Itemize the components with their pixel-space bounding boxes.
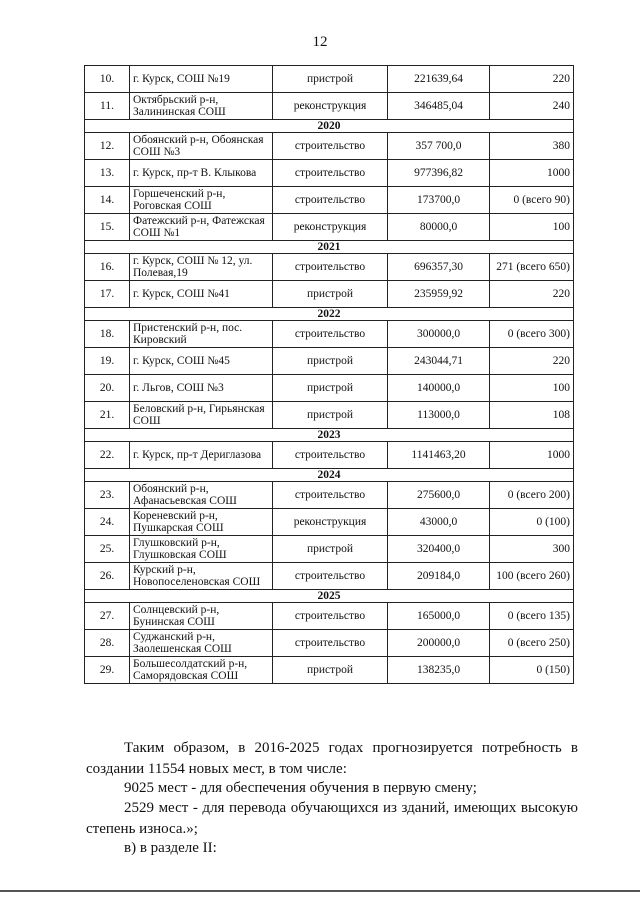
row-number: 20. [85, 375, 130, 402]
work-type: пристрой [273, 281, 388, 308]
year-label: 2021 [85, 241, 574, 254]
year-header-row [85, 469, 574, 482]
places-count: 0 (всего 135) [490, 603, 574, 630]
table-row [85, 66, 574, 93]
table-row [85, 536, 574, 563]
school-name: г. Курск, пр-т В. Клыкова [130, 160, 273, 187]
schools-construction-table [84, 65, 574, 684]
work-type: пристрой [273, 536, 388, 563]
table-row [85, 657, 574, 684]
table-row [85, 187, 574, 214]
table-row [85, 281, 574, 308]
year-label: 2020 [85, 120, 574, 133]
table-row [85, 482, 574, 509]
table-row [85, 563, 574, 590]
cost-value: 209184,0 [388, 563, 490, 590]
work-type: строительство [273, 442, 388, 469]
row-number: 24. [85, 509, 130, 536]
school-name: Беловский р-н, Гирьянская СОШ [130, 402, 273, 429]
year-header-row [85, 241, 574, 254]
year-label: 2023 [85, 429, 574, 442]
school-name: г. Курск, пр-т Дериглазова [130, 442, 273, 469]
school-name: Фатежский р-н, Фатежская СОШ №1 [130, 214, 273, 241]
table-row [85, 254, 574, 281]
row-number: 26. [85, 563, 130, 590]
places-count: 1000 [490, 442, 574, 469]
places-count: 271 (всего 650) [490, 254, 574, 281]
table-row [85, 603, 574, 630]
places-count: 240 [490, 93, 574, 120]
cost-value: 346485,04 [388, 93, 490, 120]
places-count: 108 [490, 402, 574, 429]
first-shift-paragraph: 9025 мест - для обеспечения обучения в первую смену; [124, 780, 477, 796]
cost-value: 221639,64 [388, 66, 490, 93]
summary-paragraph: Таким образом, в 2016-2025 годах прогнозируется потребность в создании 11554 новых мест, в том числе: [86, 740, 578, 777]
places-count: 0 (всего 200) [490, 482, 574, 509]
school-name: Глушковский р-н, Глушковская СОШ [130, 536, 273, 563]
places-count: 220 [490, 281, 574, 308]
work-type: пристрой [273, 66, 388, 93]
places-count: 220 [490, 348, 574, 375]
school-name: Кореневский р-н, Пушкарская СОШ [130, 509, 273, 536]
row-number: 19. [85, 348, 130, 375]
year-label: 2022 [85, 308, 574, 321]
cost-value: 320400,0 [388, 536, 490, 563]
work-type: строительство [273, 603, 388, 630]
school-name: Курский р-н, Новопоселеновская СОШ [130, 563, 273, 590]
cost-value: 243044,71 [388, 348, 490, 375]
row-number: 23. [85, 482, 130, 509]
wear-transfer-paragraph: 2529 мест - для перевода обучающихся из зданий, имеющих высокую степень износа.»; [86, 800, 578, 837]
places-count: 220 [490, 66, 574, 93]
row-number: 13. [85, 160, 130, 187]
work-type: пристрой [273, 402, 388, 429]
work-type: строительство [273, 160, 388, 187]
school-name: г. Курск, СОШ №45 [130, 348, 273, 375]
year-label: 2024 [85, 469, 574, 482]
table-row [85, 214, 574, 241]
row-number: 11. [85, 93, 130, 120]
cost-value: 80000,0 [388, 214, 490, 241]
school-name: Большесолдатский р-н, Самоpядовская СОШ [130, 657, 273, 684]
school-name: г. Льгов, СОШ №3 [130, 375, 273, 402]
school-name: г. Курск, СОШ №41 [130, 281, 273, 308]
table-row [85, 348, 574, 375]
work-type: пристрой [273, 348, 388, 375]
work-type: строительство [273, 563, 388, 590]
row-number: 25. [85, 536, 130, 563]
cost-value: 165000,0 [388, 603, 490, 630]
cost-value: 140000,0 [388, 375, 490, 402]
work-type: строительство [273, 321, 388, 348]
cost-value: 113000,0 [388, 402, 490, 429]
places-count: 100 [490, 375, 574, 402]
places-count: 1000 [490, 160, 574, 187]
school-name: г. Курск, СОШ №19 [130, 66, 273, 93]
table-row [85, 630, 574, 657]
table-row [85, 321, 574, 348]
table-row [85, 402, 574, 429]
year-header-row [85, 590, 574, 603]
table-row [85, 133, 574, 160]
school-name: г. Курск, СОШ № 12, ул. Полевая,19 [130, 254, 273, 281]
row-number: 16. [85, 254, 130, 281]
work-type: реконструкция [273, 509, 388, 536]
row-number: 17. [85, 281, 130, 308]
row-number: 10. [85, 66, 130, 93]
work-type: строительство [273, 482, 388, 509]
school-name: Обоянский р-н, Обоянская СОШ №3 [130, 133, 273, 160]
row-number: 22. [85, 442, 130, 469]
school-name: Суджанский р-н, Заолешенская СОШ [130, 630, 273, 657]
places-count: 0 (всего 90) [490, 187, 574, 214]
cost-value: 235959,92 [388, 281, 490, 308]
year-header-row [85, 120, 574, 133]
cost-value: 357 700,0 [388, 133, 490, 160]
cost-value: 275600,0 [388, 482, 490, 509]
row-number: 12. [85, 133, 130, 160]
table-row [85, 93, 574, 120]
places-count: 0 (150) [490, 657, 574, 684]
row-number: 27. [85, 603, 130, 630]
work-type: пристрой [273, 657, 388, 684]
row-number: 28. [85, 630, 130, 657]
table-row [85, 375, 574, 402]
table-row [85, 509, 574, 536]
row-number: 29. [85, 657, 130, 684]
places-count: 100 [490, 214, 574, 241]
places-count: 300 [490, 536, 574, 563]
table-row [85, 442, 574, 469]
cost-value: 173700,0 [388, 187, 490, 214]
work-type: строительство [273, 254, 388, 281]
cost-value: 300000,0 [388, 321, 490, 348]
cost-value: 1141463,20 [388, 442, 490, 469]
school-name: Обоянский р-н, Афанасьевская СОШ [130, 482, 273, 509]
row-number: 21. [85, 402, 130, 429]
places-count: 0 (всего 300) [490, 321, 574, 348]
school-name: Пристенский р-н, пос. Кировский [130, 321, 273, 348]
year-header-row [85, 308, 574, 321]
work-type: реконструкция [273, 214, 388, 241]
places-count: 100 (всего 260) [490, 563, 574, 590]
cost-value: 200000,0 [388, 630, 490, 657]
places-count: 0 (всего 250) [490, 630, 574, 657]
page-number: 12 [312, 34, 328, 50]
row-number: 14. [85, 187, 130, 214]
table-row [85, 160, 574, 187]
year-header-row [85, 429, 574, 442]
page-bottom-rule [0, 890, 640, 892]
year-label: 2025 [85, 590, 574, 603]
places-count: 380 [490, 133, 574, 160]
work-type: строительство [273, 133, 388, 160]
school-name: Горшеченский р-н, Роговская СОШ [130, 187, 273, 214]
work-type: реконструкция [273, 93, 388, 120]
section-ii-paragraph: в) в разделе II: [124, 840, 217, 856]
cost-value: 977396,82 [388, 160, 490, 187]
places-count: 0 (100) [490, 509, 574, 536]
cost-value: 696357,30 [388, 254, 490, 281]
cost-value: 43000,0 [388, 509, 490, 536]
school-name: Солнцевский р-н, Бунинская СОШ [130, 603, 273, 630]
row-number: 18. [85, 321, 130, 348]
work-type: пристрой [273, 375, 388, 402]
work-type: строительство [273, 187, 388, 214]
cost-value: 138235,0 [388, 657, 490, 684]
work-type: строительство [273, 630, 388, 657]
table-body [85, 66, 574, 684]
school-name: Октябрьский р-н, Залининская СОШ [130, 93, 273, 120]
row-number: 15. [85, 214, 130, 241]
